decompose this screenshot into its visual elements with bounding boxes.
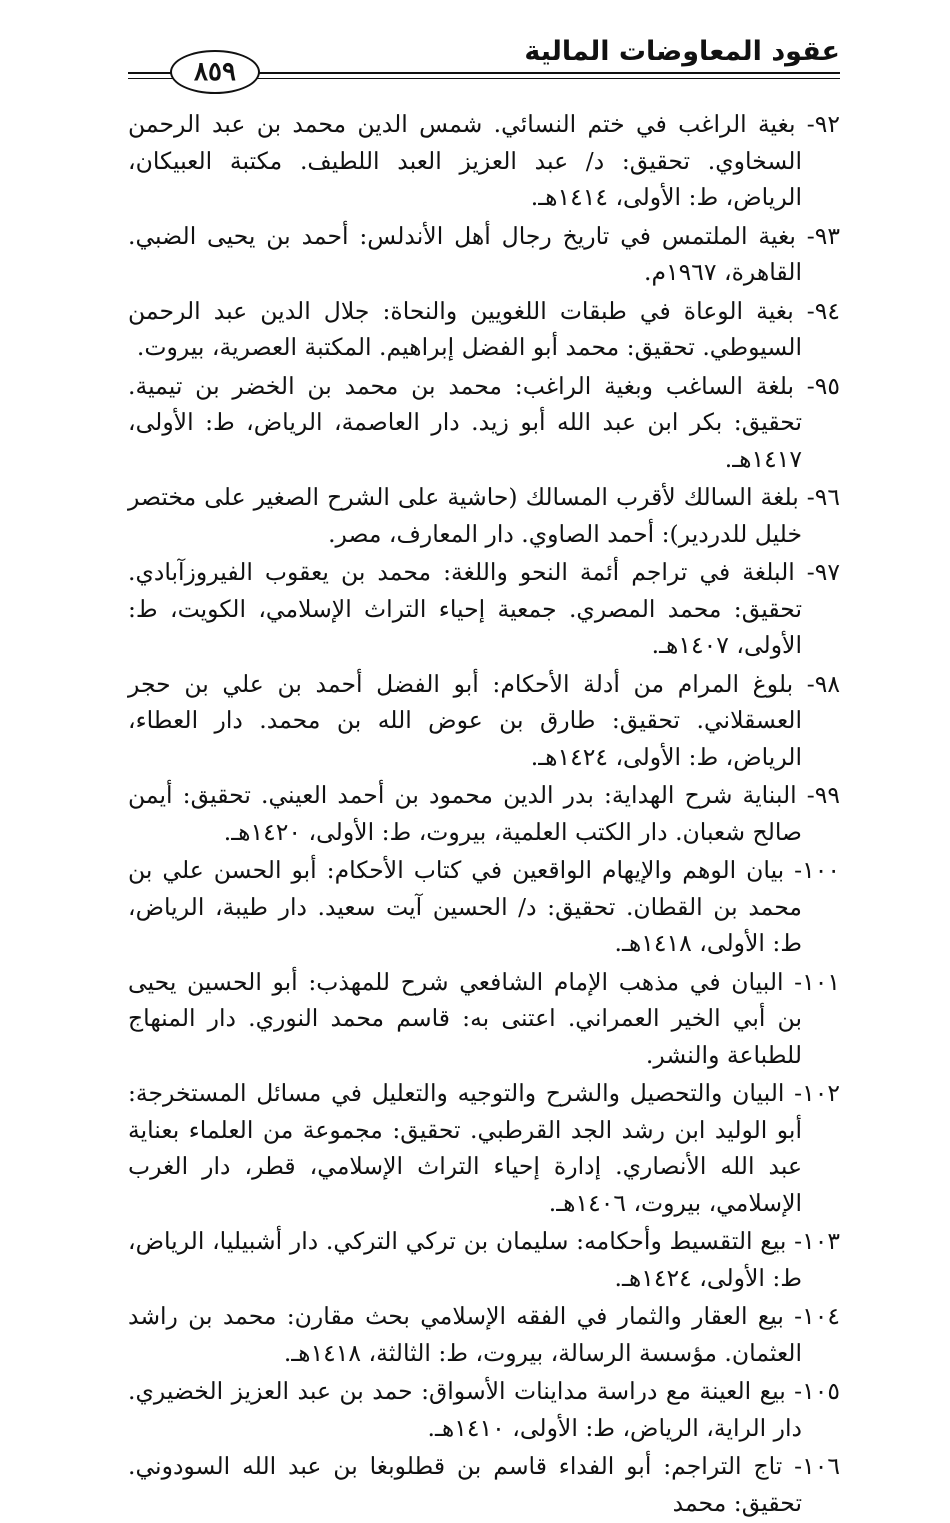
bibliography-entry: ٩٣- بغية الملتمس في تاريخ رجال أهل الأندلس: أحمد بن يحيى الضبي. القاهرة، ١٩٦٧م. bbox=[128, 221, 840, 286]
bibliography-entry: ١٠١- البيان في مذهب الإمام الشافعي شرح للمهذب: أبو الحسين يحيى بن أبي الخير العمراني. اعتنى به: قاسم محمد النوري. دار المنهاج للطباعة والنشر. bbox=[128, 967, 840, 1069]
bibliography-entry: ١٠٥- بيع العينة مع دراسة مداينات الأسواق: حمد بن عبد العزيز الخضيري. دار الراية، الرياض، ط: الأولى، ١٤١٠هـ. bbox=[128, 1377, 840, 1442]
bibliography-entry: ٩٦- بلغة السالك لأقرب المسالك (حاشية على الشرح الصغير على مختصر خليل للدردير): أحمد الصاوي. دار المعارف، مصر. bbox=[128, 483, 840, 548]
bibliography-entry: ٩٤- بغية الوعاة في طبقات اللغويين والنحاة: جلال الدين عبد الرحمن السيوطي. تحقيق: محمد أبو الفضل إبراهيم. المكتبة العصرية، بيروت. bbox=[128, 296, 840, 361]
bibliography-entry: ١٠٠- بيان الوهم والإيهام الواقعين في كتاب الأحكام: أبو الحسن علي بن محمد بن القطان. تحقيق: د/ الحسين آيت سعيد. دار طيبة، الرياض، ط: الأولى، ١٤١٨هـ. bbox=[128, 856, 840, 957]
bibliography-entry: ٩٨- بلوغ المرام من أدلة الأحكام: أبو الفضل أحمد بن علي بن حجر العسقلاني. تحقيق: طارق بن عوض الله بن محمد. دار العطاء، الرياض، ط: الأولى، ١٤٢٤هـ. bbox=[128, 669, 840, 771]
page-number: ٨٥٩ bbox=[170, 50, 260, 94]
bibliography-entry: ٩٥- بلغة الساغب وبغية الراغب: محمد بن محمد بن الخضر بن تيمية. تحقيق: بكر ابن عبد الله أبو زيد. دار العاصمة، الرياض، ط: الأولى، ١٤١٧هـ. bbox=[128, 371, 840, 473]
bibliography-entry: ٩٩- البناية شرح الهداية: بدر الدين محمود بن أحمد العيني. تحقيق: أيمن صالح شعبان. دار الكتب العلمية، بيروت، ط: الأولى، ١٤٢٠هـ. bbox=[128, 781, 840, 846]
bibliography-entry: ٩٢- بغية الراغب في ختم النسائي. شمس الدين محمد بن عبد الرحمن السخاوي. تحقيق: د/ عبد العزيز العبد اللطيف. مكتبة العبيكان، الرياض، ط: الأولى، ١٤١٤هـ. bbox=[128, 110, 840, 211]
bibliography-entry: ١٠٦- تاج التراجم: أبو الفداء قاسم بن قطلوبغا بن عبد الله السودوني. تحقيق: محمد bbox=[128, 1452, 840, 1517]
running-header bbox=[128, 30, 840, 94]
bibliography-list bbox=[128, 106, 840, 1523]
bibliography-entry: ١٠٤- بيع العقار والثمار في الفقه الإسلامي بحث مقارن: محمد بن راشد العثمان. مؤسسة الرسالة، بيروت، ط: الثالثة، ١٤١٨هـ. bbox=[128, 1302, 840, 1367]
bibliography-entry: ٩٧- البلغة في تراجم أئمة النحو واللغة: محمد بن يعقوب الفيروزآبادي. تحقيق: محمد المصري. جمعية إحياء التراث الإسلامي، الكويت، ط: الأولى، ١٤٠٧هـ. bbox=[128, 558, 840, 659]
bibliography-entry: ١٠٢- البيان والتحصيل والشرح والتوجيه والتعليل في مسائل المستخرجة: أبو الوليد ابن رشد الجد القرطبي. تحقيق: مجموعة من العلماء بعناية عبد الله الأنصاري. إدارة إحياء التراث الإسلامي، قطر، دار الغرب الإسلامي، بيروت، ١٤٠٦هـ. bbox=[128, 1079, 840, 1217]
bibliography-entry: ١٠٣- بيع التقسيط وأحكامه: سليمان بن تركي التركي. دار أشبيليا، الرياض، ط: الأولى، ١٤٢٤هـ. bbox=[128, 1227, 840, 1292]
book-title: عقود المعاوضات المالية bbox=[524, 36, 840, 67]
